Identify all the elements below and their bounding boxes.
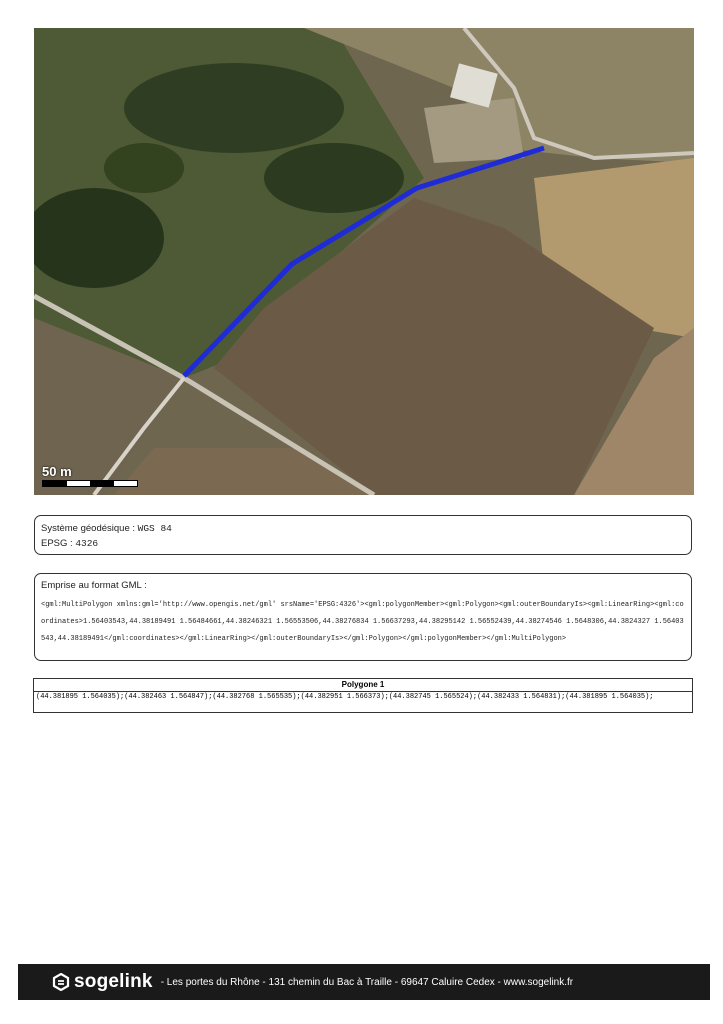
sogelink-logo [52,971,153,993]
sogelink-logo-icon [52,973,70,991]
aerial-map [34,28,694,495]
scale-bar-segments [42,480,138,487]
gml-code: <gml:MultiPolygon xmlns:gml='http://www.opengis.net/gml' srsName='EPSG:4326'><gml:polygonMember><gml:Polygon><gml:outerBoundaryIs><gml:LinearRing><gml:coordinates>1.56403543,44.38189491 1.56484661,44.38246321 1.56553506,44.38276834 1.56637293,44.38295142 1.56552439,44.38274546 1.5648306,44.3824327 1.56403543,44.38189491</gml:coordinates></gml:LinearRing></gml:outerBoundaryIs></gml:Polygon></gml:polygonMember></gml:MultiPolygon> [41,601,684,643]
polygon-table [33,678,693,713]
epsg-value: 4326 [75,538,99,549]
system-label: Système géodésique : [41,523,136,534]
geodesic-system-panel [34,515,692,555]
polygon-title: Polygone 1 [34,679,692,692]
polygon-coordinates: (44.381895 1.564035);(44.382463 1.564847);(44.382768 1.565535);(44.382951 1.566373);(44.382745 1.565524);(44.382433 1.564831);(44.381895 1.564035); [36,693,654,701]
system-value: WGS 84 [137,523,172,534]
scale-label: 50 m [42,464,72,479]
farm-yard [424,98,524,163]
gml-title: Emprise au format GML : [41,580,147,591]
epsg-label: EPSG : [41,538,73,549]
footer-address: - Les portes du Rhône - 131 chemin du Bac à Traille - 69647 Caluire Cedex - www.sogelink.fr [160,976,574,988]
tree-cluster [124,63,344,153]
tree-cluster [104,143,184,193]
aerial-photo [34,28,694,495]
brand-name: sogelink [74,971,153,992]
tree-cluster [264,143,404,213]
scale-bar [42,465,138,487]
gml-panel [34,573,692,661]
footer-bar [18,964,710,1000]
